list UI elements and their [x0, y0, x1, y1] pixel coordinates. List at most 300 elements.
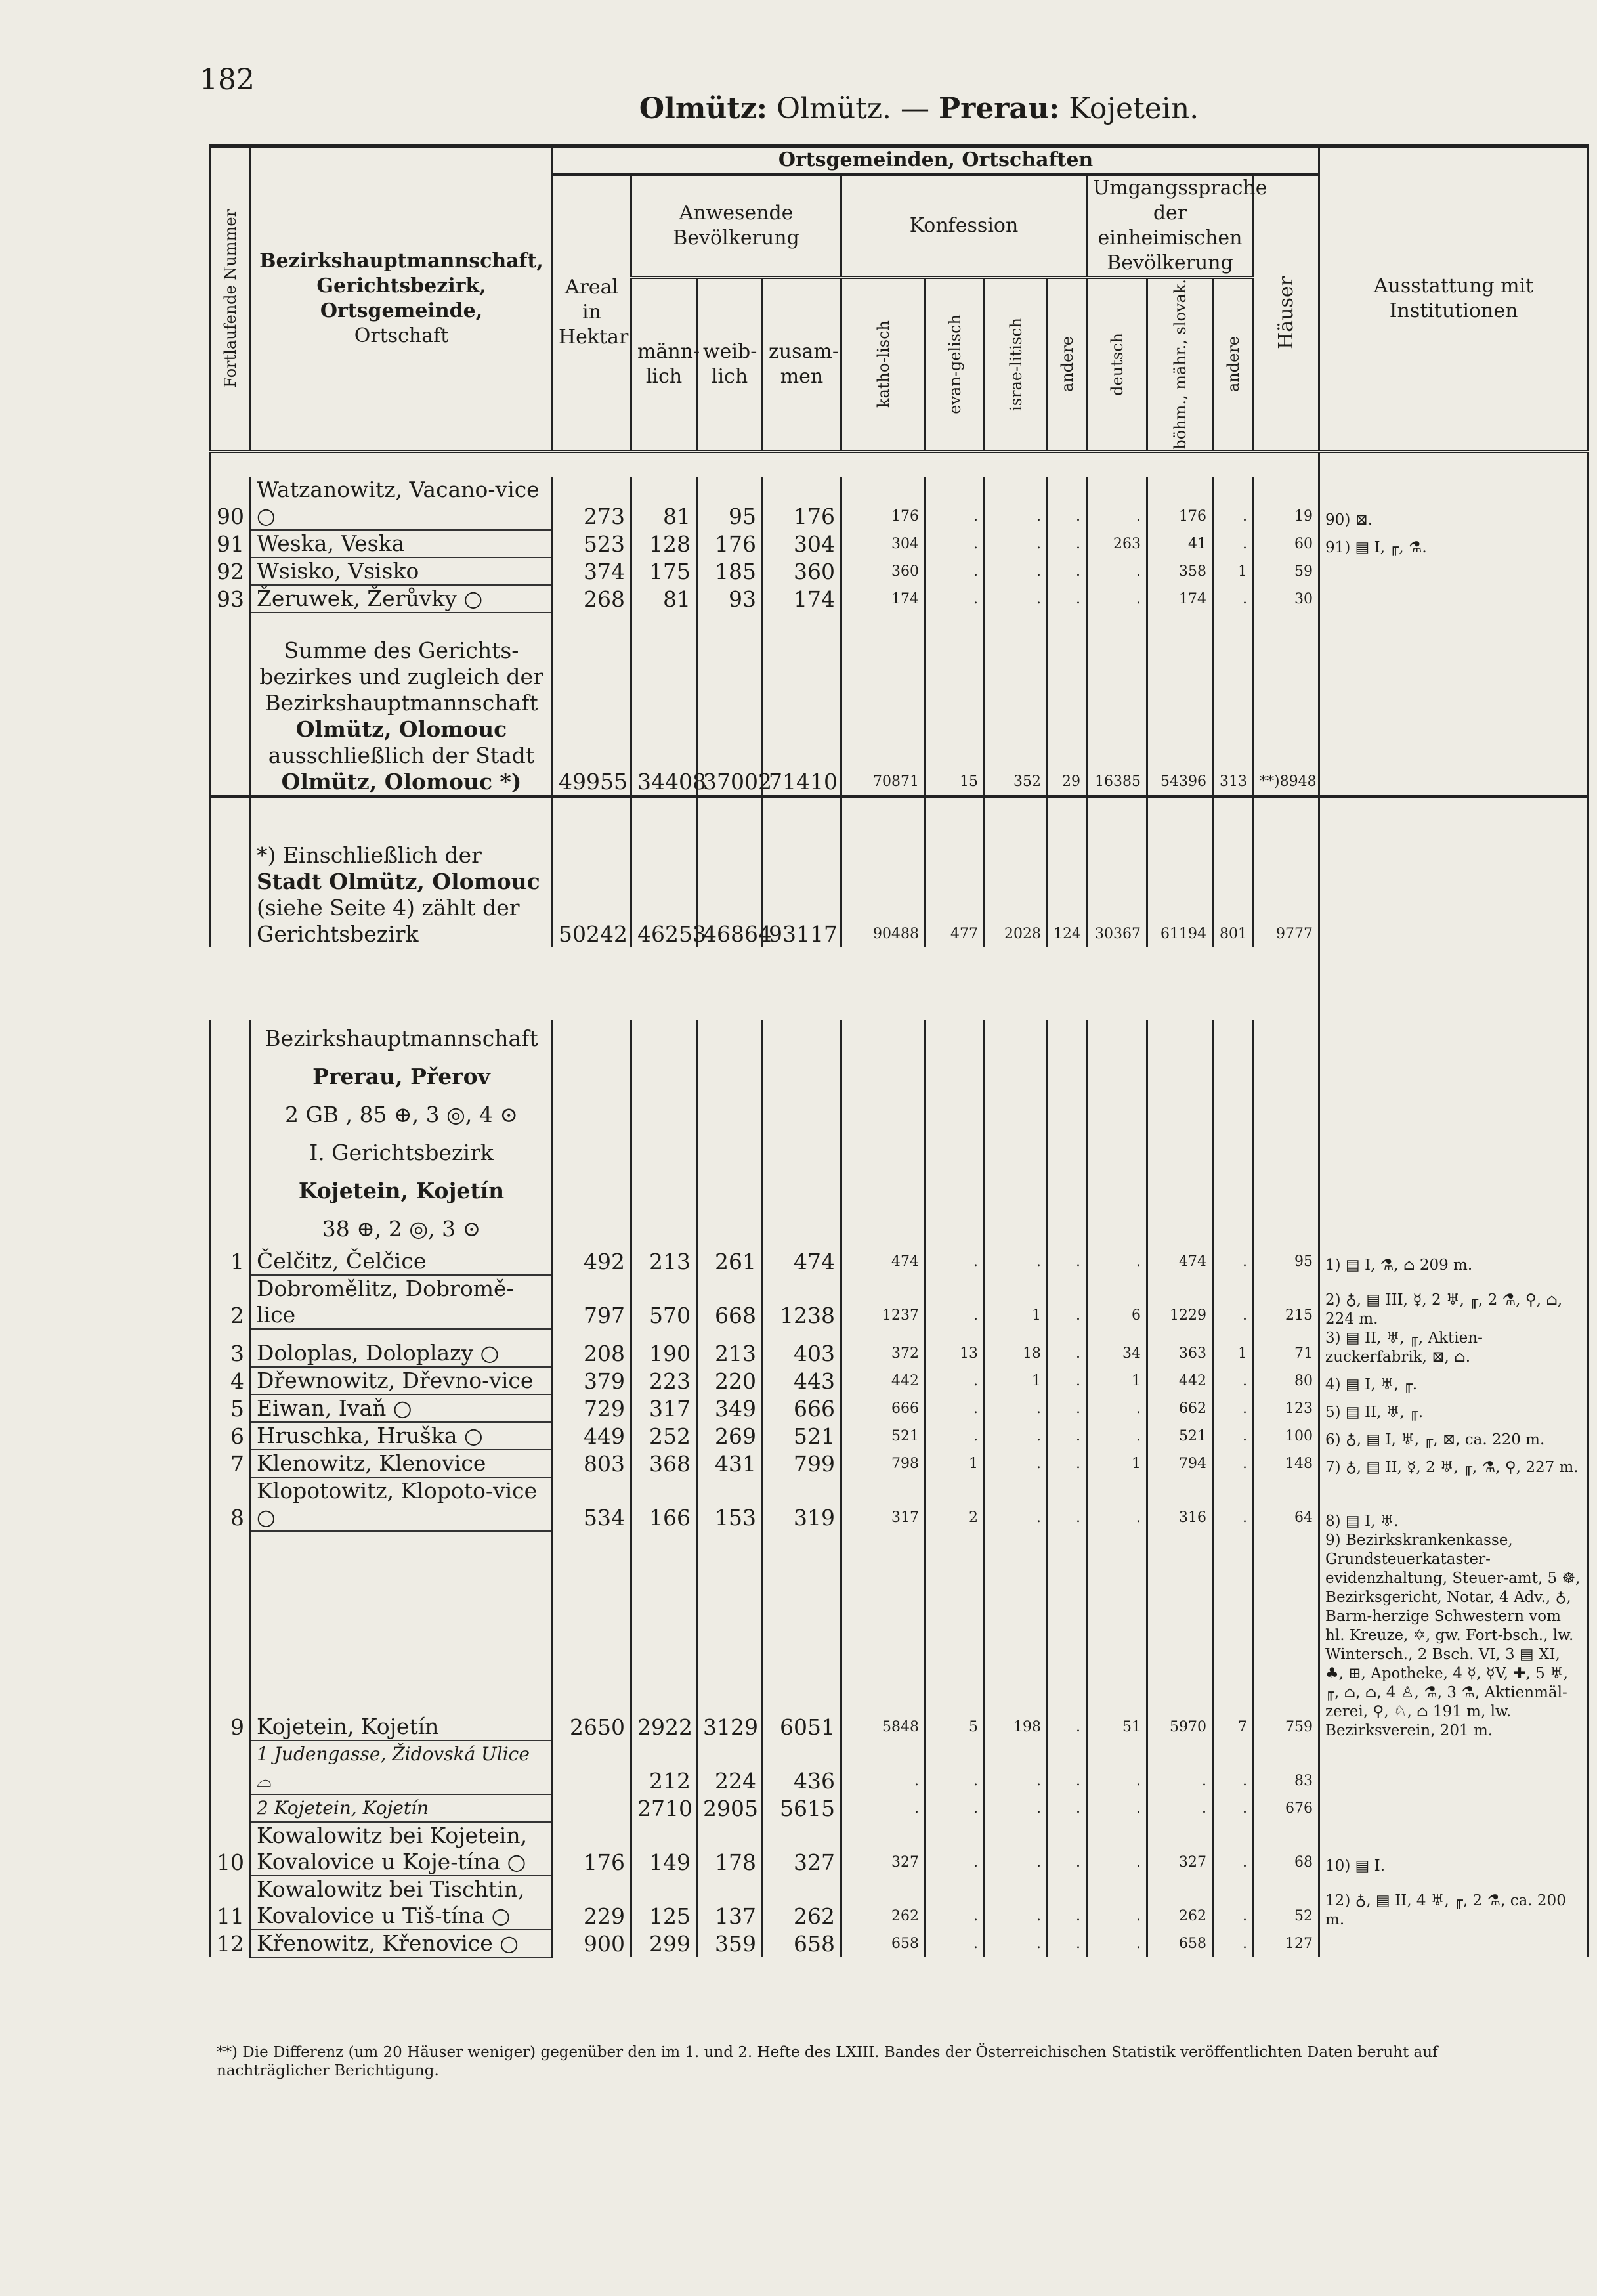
summe-haus: **)8948 — [1254, 613, 1319, 796]
cell-kath: 474 — [841, 1248, 926, 1275]
cell-z: 6051 — [763, 1531, 841, 1741]
row-name: Weska, Veska — [251, 530, 553, 557]
cell-z: 658 — [763, 1930, 841, 1957]
cell-isr: . — [985, 1876, 1048, 1930]
cell-kath: 666 — [841, 1395, 926, 1422]
cell-isr: . — [985, 1477, 1048, 1531]
cell-and2: . — [1213, 530, 1254, 557]
cell-isr: . — [985, 1422, 1048, 1450]
cell-evan: . — [926, 1822, 985, 1876]
cell-and2: . — [1213, 1275, 1254, 1329]
cell-areal: 268 — [553, 585, 631, 613]
table-row — [210, 530, 1588, 557]
cell-w: 349 — [697, 1395, 763, 1422]
cell-haus: 71 — [1254, 1329, 1319, 1367]
cell-w: 176 — [697, 530, 763, 557]
header-maennlich: männ-lich — [631, 278, 697, 452]
cell-evan: 13 — [926, 1329, 985, 1367]
cell-kath: . — [841, 1794, 926, 1822]
row-note: 91) ▤ I, ╓, ⚗. — [1319, 530, 1588, 557]
row-name: Klenowitz, Klenovice — [251, 1450, 553, 1477]
table-row — [210, 1450, 1588, 1477]
row-name: Hruschka, Hruška ○ — [251, 1422, 553, 1450]
table-row — [210, 1531, 1588, 1741]
cell-evan: . — [926, 1741, 985, 1794]
head-kojetein: Kojetein. — [1069, 92, 1199, 125]
cell-z: 360 — [763, 557, 841, 585]
cell-and: . — [1048, 1876, 1087, 1930]
page-number: 182 — [200, 63, 255, 97]
cell-kath: 798 — [841, 1450, 926, 1477]
cell-deu: 1 — [1087, 1450, 1147, 1477]
statistics-table — [209, 144, 1589, 1958]
cell-deu: . — [1087, 1930, 1147, 1957]
cell-areal: 534 — [553, 1477, 631, 1531]
cell-deu: . — [1087, 477, 1147, 530]
header-areal: Areal in Hektar — [553, 175, 631, 452]
cell-z: 174 — [763, 585, 841, 613]
head-prerau-bold: Prerau: — [939, 92, 1060, 125]
cell-and: . — [1048, 1531, 1087, 1741]
cell-z: 262 — [763, 1876, 841, 1930]
cell-deu: . — [1087, 1822, 1147, 1876]
einschl-and2: 801 — [1213, 796, 1254, 947]
einschl-haus: 9777 — [1254, 796, 1319, 947]
cell-kath: 372 — [841, 1329, 926, 1367]
cell-isr: . — [985, 1248, 1048, 1275]
cell-isr: . — [985, 585, 1048, 613]
table-row — [210, 1876, 1588, 1930]
row-index: 11 — [210, 1876, 251, 1930]
row-name: Křenowitz, Křenovice ○ — [251, 1930, 553, 1957]
cell-and: . — [1048, 585, 1087, 613]
running-head — [459, 92, 1378, 125]
cell-haus: 64 — [1254, 1477, 1319, 1531]
row-note: 2) ♁, ▤ III, ☿, 2 ♅, ╓, 2 ⚗, ⚲, ⌂, 224 m. — [1319, 1275, 1588, 1329]
cell-haus: 19 — [1254, 477, 1319, 530]
cell-deu: 263 — [1087, 530, 1147, 557]
cell-and: . — [1048, 1450, 1087, 1477]
table-row — [210, 1395, 1588, 1422]
row-index: 3 — [210, 1329, 251, 1367]
cell-and2: 1 — [1213, 1329, 1254, 1367]
einschl-z: 93117 — [763, 796, 841, 947]
cell-w: 137 — [697, 1876, 763, 1930]
einschl-isr: 2028 — [985, 796, 1048, 947]
cell-haus: 30 — [1254, 585, 1319, 613]
header-deutsch: deutsch — [1087, 278, 1147, 452]
cell-m: 2922 — [631, 1531, 697, 1741]
cell-m: 570 — [631, 1275, 697, 1329]
cell-evan: 5 — [926, 1531, 985, 1741]
cell-isr: . — [985, 1794, 1048, 1822]
cell-boe: 1229 — [1147, 1275, 1213, 1329]
cell-areal: 803 — [553, 1450, 631, 1477]
cell-haus: 100 — [1254, 1422, 1319, 1450]
header-ausstattung: Ausstattung mit Institutionen — [1319, 146, 1588, 452]
cell-haus: 95 — [1254, 1248, 1319, 1275]
cell-isr: . — [985, 1395, 1048, 1422]
cell-evan: . — [926, 1275, 985, 1329]
table-body-olmuetz — [210, 451, 1588, 613]
cell-evan: . — [926, 530, 985, 557]
cell-boe: 358 — [1147, 557, 1213, 585]
row-note — [1319, 557, 1588, 585]
cell-deu: . — [1087, 1422, 1147, 1450]
cell-and: . — [1048, 1930, 1087, 1957]
table-row — [210, 1741, 1588, 1794]
cell-areal: 176 — [553, 1822, 631, 1876]
cell-w: 261 — [697, 1248, 763, 1275]
cell-z: 327 — [763, 1822, 841, 1876]
cell-and: . — [1048, 1741, 1087, 1794]
cell-m: 223 — [631, 1367, 697, 1395]
row-note — [1319, 1741, 1588, 1794]
cell-and: . — [1048, 1248, 1087, 1275]
cell-kath: 304 — [841, 530, 926, 557]
cell-and: . — [1048, 1367, 1087, 1395]
row-note: 5) ▤ II, ♅, ╓. — [1319, 1395, 1588, 1422]
einschl-areal: 50242 — [553, 796, 631, 947]
row-index: 7 — [210, 1450, 251, 1477]
summe-kath: 70871 — [841, 613, 926, 796]
row-note: 90) ⊠. — [1319, 477, 1588, 530]
cell-evan: 2 — [926, 1477, 985, 1531]
cell-and2: . — [1213, 1367, 1254, 1395]
summe-z: 71410 — [763, 613, 841, 796]
einschl-label: *) Einschließlich der Stadt Olmütz, Olomouc (siehe Seite 4) zählt der Gerichtsbezirk — [251, 796, 553, 947]
summe-deu: 16385 — [1087, 613, 1147, 796]
cell-boe: 316 — [1147, 1477, 1213, 1531]
cell-isr: . — [985, 1450, 1048, 1477]
cell-boe: 174 — [1147, 585, 1213, 613]
cell-w: 431 — [697, 1450, 763, 1477]
cell-z: 799 — [763, 1450, 841, 1477]
cell-boe: 327 — [1147, 1822, 1213, 1876]
header-ortsgemeinden: Ortsgemeinden, Ortschaften — [553, 146, 1319, 175]
cell-kath: 360 — [841, 557, 926, 585]
cell-deu: . — [1087, 585, 1147, 613]
cell-and2: . — [1213, 585, 1254, 613]
cell-kath: 262 — [841, 1876, 926, 1930]
cell-kath: 327 — [841, 1822, 926, 1876]
row-name: 2 Kojetein, Kojetín — [251, 1794, 553, 1822]
cell-evan: . — [926, 1422, 985, 1450]
cell-deu: . — [1087, 1876, 1147, 1930]
summe-and: 29 — [1048, 613, 1087, 796]
cell-and2: . — [1213, 1477, 1254, 1531]
cell-w: 153 — [697, 1477, 763, 1531]
cell-areal — [553, 1741, 631, 1794]
statistics-table-frame — [209, 144, 1581, 2114]
cell-m: 299 — [631, 1930, 697, 1957]
head-olmuetz-bold: Olmütz: — [639, 92, 767, 125]
cell-evan: . — [926, 1876, 985, 1930]
header-bezirk: Bezirkshauptmannschaft, Gerichtsbezirk, Ortsgemeinde, Ortschaft — [251, 146, 553, 452]
cell-w: 185 — [697, 557, 763, 585]
cell-and2: . — [1213, 1930, 1254, 1957]
cell-boe: 176 — [1147, 477, 1213, 530]
cell-boe: 363 — [1147, 1329, 1213, 1367]
table-row — [210, 1477, 1588, 1531]
cell-haus: 83 — [1254, 1741, 1319, 1794]
einschl-deu: 30367 — [1087, 796, 1147, 947]
cell-m: 368 — [631, 1450, 697, 1477]
summe-boe: 54396 — [1147, 613, 1213, 796]
cell-haus: 52 — [1254, 1876, 1319, 1930]
cell-deu: 51 — [1087, 1531, 1147, 1741]
row-name: 1 Judengasse, Židovská Ulice ⌓ — [251, 1741, 553, 1794]
table-row — [210, 557, 1588, 585]
cell-and2: . — [1213, 1248, 1254, 1275]
cell-areal: 523 — [553, 530, 631, 557]
cell-haus: 59 — [1254, 557, 1319, 585]
cell-and2: . — [1213, 1822, 1254, 1876]
row-note: 4) ▤ I, ♅, ╓. — [1319, 1367, 1588, 1395]
header-andere: andere — [1048, 278, 1087, 452]
cell-areal: 208 — [553, 1329, 631, 1367]
cell-m: 190 — [631, 1329, 697, 1367]
summe-areal: 49955 — [553, 613, 631, 796]
cell-haus: 215 — [1254, 1275, 1319, 1329]
cell-deu: . — [1087, 557, 1147, 585]
cell-w: 213 — [697, 1329, 763, 1367]
cell-kath: 174 — [841, 585, 926, 613]
table-row — [210, 477, 1588, 530]
cell-areal: 797 — [553, 1275, 631, 1329]
cell-isr: 198 — [985, 1531, 1048, 1741]
header-umgangssprache: Umgangssprache der einheimischen Bevölkerung — [1087, 175, 1254, 278]
head-dash: — — [901, 92, 930, 125]
cell-w: 93 — [697, 585, 763, 613]
cell-deu: . — [1087, 1395, 1147, 1422]
cell-isr: . — [985, 477, 1048, 530]
table-row — [210, 1794, 1588, 1822]
cell-w: 224 — [697, 1741, 763, 1794]
einschl-and: 124 — [1048, 796, 1087, 947]
cell-isr: . — [985, 1930, 1048, 1957]
cell-isr: . — [985, 557, 1048, 585]
cell-evan: . — [926, 477, 985, 530]
cell-and: . — [1048, 1422, 1087, 1450]
table-header — [210, 146, 1588, 452]
cell-z: 436 — [763, 1741, 841, 1794]
cell-evan: . — [926, 1930, 985, 1957]
cell-m: 252 — [631, 1422, 697, 1450]
cell-areal: 379 — [553, 1367, 631, 1395]
row-note — [1319, 1930, 1588, 1957]
row-note: 6) ♁, ▤ I, ♅, ╓, ⊠, ca. 220 m. — [1319, 1422, 1588, 1450]
header-israelitisch: israe-litisch — [985, 278, 1048, 452]
header-weiblich: weib-lich — [697, 278, 763, 452]
cell-m: 317 — [631, 1395, 697, 1422]
cell-kath: 521 — [841, 1422, 926, 1450]
cell-kath: 1237 — [841, 1275, 926, 1329]
head-olmuetz: Olmütz. — [776, 92, 892, 125]
cell-and: . — [1048, 1794, 1087, 1822]
table-row — [210, 1822, 1588, 1876]
cell-boe: 262 — [1147, 1876, 1213, 1930]
row-note: 8) ▤ I, ♅. — [1319, 1477, 1588, 1531]
cell-areal: 492 — [553, 1248, 631, 1275]
row-index: 92 — [210, 557, 251, 585]
row-name: Wsisko, Vsisko — [251, 557, 553, 585]
table-row — [210, 1329, 1588, 1367]
cell-haus: 80 — [1254, 1367, 1319, 1395]
cell-m: 81 — [631, 585, 697, 613]
summe-label: Summe des Gerichts-bezirkes und zugleich der Bezirkshauptmannschaft Olmütz, Olomouc ausschließlich der Stadt Olmütz, Olomouc *) — [251, 613, 553, 796]
row-name: Čelčitz, Čelčice — [251, 1248, 553, 1275]
cell-haus: 127 — [1254, 1930, 1319, 1957]
table-body-kojetein — [210, 1248, 1588, 1957]
cell-haus: 676 — [1254, 1794, 1319, 1822]
cell-m: 213 — [631, 1248, 697, 1275]
cell-and2: . — [1213, 1395, 1254, 1422]
summe-isr: 352 — [985, 613, 1048, 796]
cell-boe: . — [1147, 1794, 1213, 1822]
cell-areal: 729 — [553, 1395, 631, 1422]
row-note — [1319, 585, 1588, 613]
cell-and: . — [1048, 530, 1087, 557]
cell-haus: 68 — [1254, 1822, 1319, 1876]
row-note: 7) ♁, ▤ II, ☿, 2 ♅, ╓, ⚗, ⚲, 227 m. — [1319, 1450, 1588, 1477]
cell-evan: . — [926, 1794, 985, 1822]
cell-evan: . — [926, 585, 985, 613]
header-haeuser: Häuser — [1254, 175, 1319, 452]
cell-z: 319 — [763, 1477, 841, 1531]
cell-isr: 18 — [985, 1329, 1048, 1367]
row-name: Klopotowitz, Klopoto-vice ○ — [251, 1477, 553, 1531]
cell-areal: 900 — [553, 1930, 631, 1957]
cell-z: 443 — [763, 1367, 841, 1395]
row-name: Watzanowitz, Vacano-vice ○ — [251, 477, 553, 530]
cell-isr: 1 — [985, 1275, 1048, 1329]
cell-boe: . — [1147, 1741, 1213, 1794]
header-boehm: böhm., mähr., slovak. — [1147, 278, 1213, 452]
row-index: 93 — [210, 585, 251, 613]
cell-and2: . — [1213, 1450, 1254, 1477]
header-anwesende: Anwesende Bevölkerung — [631, 175, 841, 278]
cell-m: 125 — [631, 1876, 697, 1930]
footnote: **) Die Differenz (um 20 Häuser weniger) gegenüber den im 1. und 2. Hefte des LXIII. Bandes der Österreichischen Statistik veröffentlichten Daten beruht auf nachträglicher Berichtigung. — [217, 2044, 1438, 2079]
table-row — [210, 1248, 1588, 1275]
summe-evan: 15 — [926, 613, 985, 796]
cell-and2: 1 — [1213, 557, 1254, 585]
cell-boe: 442 — [1147, 1367, 1213, 1395]
cell-and: . — [1048, 477, 1087, 530]
cell-z: 521 — [763, 1422, 841, 1450]
row-note: 9) Bezirkskrankenkasse, Grundsteuerkataster-evidenzhaltung, Steuer-amt, 5 ☸, Bezirksgericht, Notar, 4 Adv., ♁, Barm-herzige Schwestern vom hl. Kreuze, ✡, gw. Fort-bsch., lw. Wintersch., 2 Bsch. VI, 3 ▤ XI, ♣, ⊞, Apotheke, 4 ☿, ☿V, ✚, 5 ♅, ╓, ⌂, ⌂, 4 ♙, ⚗, 3 ⚗, Aktienmäl-zerei, ⚲, ♘, ⌂ 191 m, lw. Bezirksverein, 201 m. — [1319, 1531, 1588, 1741]
cell-haus: 123 — [1254, 1395, 1319, 1422]
cell-isr: . — [985, 1822, 1048, 1876]
row-index: 9 — [210, 1531, 251, 1741]
cell-isr: 1 — [985, 1367, 1048, 1395]
table-row — [210, 1367, 1588, 1395]
einschl-kath: 90488 — [841, 796, 926, 947]
cell-areal: 273 — [553, 477, 631, 530]
prerau-heading: Bezirkshauptmannschaft Prerau, Přerov 2 GB , 85 ⊕, 3 ◎, 4 ⊙ I. Gerichtsbezirk Kojetein, Kojetín 38 ⊕, 2 ◎, 3 ⊙ — [251, 1020, 553, 1248]
row-note — [1319, 1794, 1588, 1822]
cell-and2: . — [1213, 1422, 1254, 1450]
cell-m: 175 — [631, 557, 697, 585]
cell-deu: 6 — [1087, 1275, 1147, 1329]
cell-boe: 658 — [1147, 1930, 1213, 1957]
row-note: 3) ▤ II, ♅, ╓, Aktien-zuckerfabrik, ⊠, ⌂. — [1319, 1329, 1588, 1367]
cell-deu: . — [1087, 1248, 1147, 1275]
cell-w: 668 — [697, 1275, 763, 1329]
cell-boe: 474 — [1147, 1248, 1213, 1275]
cell-haus: 60 — [1254, 530, 1319, 557]
row-index: 91 — [210, 530, 251, 557]
row-name: Kowalowitz bei Kojetein, Kovalovice u Koje-tína ○ — [251, 1822, 553, 1876]
cell-areal: 229 — [553, 1876, 631, 1930]
cell-isr: . — [985, 1741, 1048, 1794]
header-katholisch: katho-lisch — [841, 278, 926, 452]
row-index: 6 — [210, 1422, 251, 1450]
header-fortlaufende-nummer: Fortlaufende Nummer — [210, 146, 251, 452]
einschl-evan: 477 — [926, 796, 985, 947]
summe-and2: 313 — [1213, 613, 1254, 796]
cell-w: 2905 — [697, 1794, 763, 1822]
cell-w: 220 — [697, 1367, 763, 1395]
cell-m: 81 — [631, 477, 697, 530]
cell-boe: 794 — [1147, 1450, 1213, 1477]
cell-and2: . — [1213, 477, 1254, 530]
row-name: Dřewnowitz, Dřevno-vice — [251, 1367, 553, 1395]
row-index — [210, 1794, 251, 1822]
row-index — [210, 1741, 251, 1794]
cell-areal: 449 — [553, 1422, 631, 1450]
row-name: Dobromělitz, Dobromě-lice — [251, 1275, 553, 1329]
row-index: 12 — [210, 1930, 251, 1957]
cell-areal: 2650 — [553, 1531, 631, 1741]
cell-and2: . — [1213, 1876, 1254, 1930]
cell-z: 5615 — [763, 1794, 841, 1822]
cell-areal — [553, 1794, 631, 1822]
header-zusammen: zusam-men — [763, 278, 841, 452]
cell-evan: . — [926, 557, 985, 585]
cell-m: 128 — [631, 530, 697, 557]
table-row — [210, 585, 1588, 613]
cell-deu: . — [1087, 1794, 1147, 1822]
row-name: Kowalowitz bei Tischtin, Kovalovice u Tiš-tína ○ — [251, 1876, 553, 1930]
cell-evan: 1 — [926, 1450, 985, 1477]
table-row — [210, 1275, 1588, 1329]
einschl-boe: 61194 — [1147, 796, 1213, 947]
cell-and: . — [1048, 1822, 1087, 1876]
cell-boe: 521 — [1147, 1422, 1213, 1450]
cell-z: 403 — [763, 1329, 841, 1367]
cell-z: 666 — [763, 1395, 841, 1422]
einschl-w: 46864 — [697, 796, 763, 947]
cell-m: 166 — [631, 1477, 697, 1531]
table-row — [210, 1422, 1588, 1450]
row-index: 4 — [210, 1367, 251, 1395]
row-index: 8 — [210, 1477, 251, 1531]
row-note: 12) ♁, ▤ II, 4 ♅, ╓, 2 ⚗, ca. 200 m. — [1319, 1876, 1588, 1930]
row-name: Kojetein, Kojetín — [251, 1531, 553, 1741]
cell-boe: 662 — [1147, 1395, 1213, 1422]
cell-w: 95 — [697, 477, 763, 530]
einschl-m: 46253 — [631, 796, 697, 947]
cell-kath: 317 — [841, 1477, 926, 1531]
cell-and2: . — [1213, 1741, 1254, 1794]
table-row — [210, 1930, 1588, 1957]
cell-m: 212 — [631, 1741, 697, 1794]
cell-w: 359 — [697, 1930, 763, 1957]
cell-and2: . — [1213, 1794, 1254, 1822]
cell-evan: . — [926, 1395, 985, 1422]
